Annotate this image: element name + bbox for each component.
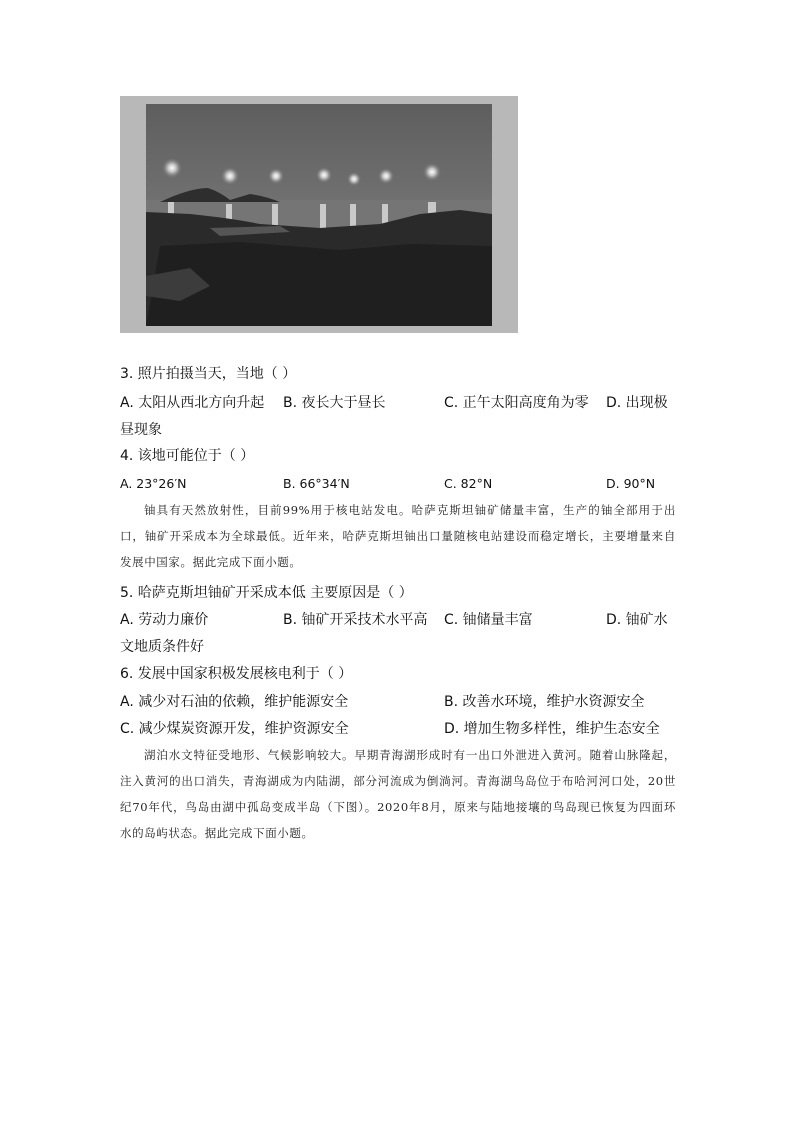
question-3-option-d-continued: 昼现象 [120, 422, 162, 438]
question-6-option-d: D. 增加生物多样性，维护生态安全 [444, 721, 660, 737]
question-6-option-c: C. 减少煤炭资源开发，维护资源安全 [120, 721, 349, 737]
question-4-stem: 4. 该地可能位于（ ） [120, 448, 255, 464]
question-5-option-c: C. 铀储量丰富 [444, 612, 533, 628]
question-6-option-a: A. 减少对石油的依赖，维护能源安全 [120, 694, 349, 710]
question-5-option-d: D. 铀矿水 [606, 612, 668, 628]
question-4-option-a: A. 23°26′N [120, 476, 187, 491]
question-4-option-c: C. 82°N [444, 476, 493, 491]
question-3-option-b: B. 夜长大于昼长 [283, 395, 386, 411]
question-5-option-a: A. 劳动力廉价 [120, 612, 209, 628]
question-3-option-c: C. 正午太阳高度角为零 [444, 395, 589, 411]
passage-qinghai-lake: 湖泊水文特征受地形、气候影响较大。早期青海湖形成时有一出口外泄进入黄河。随着山脉隆起，注入黄河的出口消失，青海湖成为内陆湖，部分河流成为倒淌河。青海湖鸟岛位于布哈河河口处，20世纪70年代，鸟岛由湖中孤岛变成半岛（下图）。2020年8月，原来与陆地接壤的鸟岛现已恢复为四面环水的岛屿状态。据此完成下面小题。 [120, 748, 676, 840]
question-4-option-d: D. 90°N [606, 476, 656, 491]
photo-illustration [120, 96, 518, 333]
question-3-stem: 3. 照片拍摄当天，当地（ ） [120, 366, 297, 382]
question-5-option-b: B. 铀矿开采技术水平高 [283, 612, 428, 628]
question-3-option-d: D. 出现极 [606, 395, 668, 411]
question-3-option-a: A. 太阳从西北方向升起 [120, 395, 265, 411]
midnight-sun-photo [120, 96, 518, 333]
question-6-stem: 6. 发展中国家积极发展核电利于（ ） [120, 666, 353, 682]
passage-uranium: 铀具有天然放射性，目前99%用于核电站发电。哈萨克斯坦铀矿储量丰富，生产的铀全部用于出口，铀矿开采成本为全球最低。近年来，哈萨克斯坦铀出口量随核电站建设而稳定增长，主要增量来自发展中国家。据此完成下面小题。 [120, 503, 676, 569]
question-6-option-b: B. 改善水环境，维护水资源安全 [444, 694, 645, 710]
question-5-stem: 5. 哈萨克斯坦铀矿开采成本低 主要原因是（ ） [120, 585, 413, 601]
question-5-option-d-continued: 文地质条件好 [120, 639, 204, 655]
question-4-option-b: B. 66°34′N [283, 476, 350, 491]
